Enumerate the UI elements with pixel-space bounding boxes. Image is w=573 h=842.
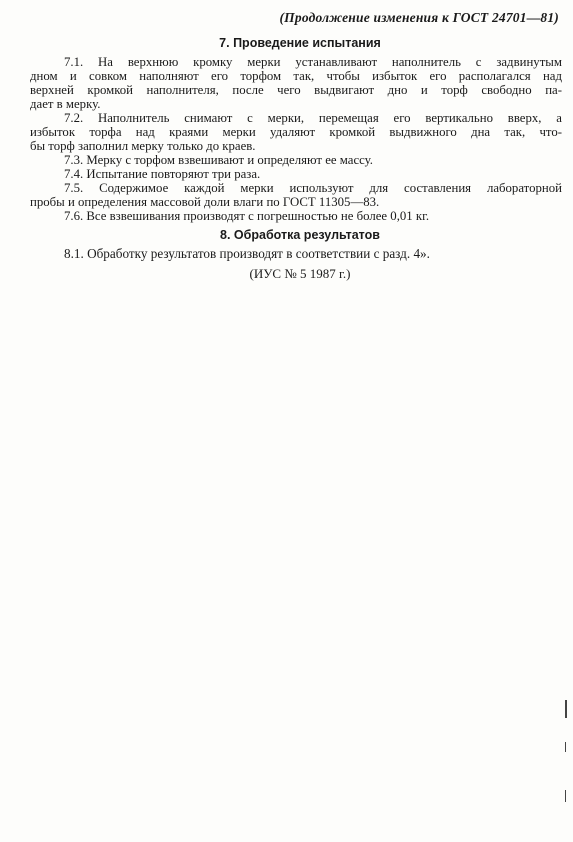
text-line: пробы и определения массовой доли влаги по ГОСТ 11305—83. — [30, 195, 380, 209]
source-reference: (ИУС № 5 1987 г.) — [249, 266, 351, 281]
page-edge-mark — [565, 742, 566, 752]
text-line: 7.4. Испытание повторяют три раза. — [64, 167, 261, 181]
text-line: верхней кромкой наполнителя, после чего выдвигают дно и торф свободно па- — [30, 83, 562, 97]
continuation-header: (Продолжение изменения к ГОСТ 24701—81) — [279, 10, 559, 25]
text-line: дает в мерку. — [30, 97, 101, 111]
page-edge-mark — [565, 790, 566, 802]
text-line: 7.2. Наполнитель снимают с мерки, перемещая его вертикально вверх, а — [64, 111, 562, 125]
text-line: бы торф заполнил мерку только до краев. — [30, 139, 256, 153]
text-line: 7.3. Мерку с торфом взвешивают и определяют ее массу. — [64, 153, 373, 167]
text-line: 8.1. Обработку результатов производят в соответствии с разд. 4». — [64, 246, 430, 261]
section-7-title: 7. Проведение испытания — [219, 36, 381, 50]
text-line: дном и совком наполняют его торфом так, чтобы избыток его располагался над — [30, 69, 562, 83]
text-line: 7.6. Все взвешивания производят с погрешностью не более 0,01 кг. — [64, 209, 430, 223]
text-line: избыток торфа над краями мерки удаляют кромкой выдвижного дна так, что- — [30, 125, 562, 139]
text-line: 7.5. Содержимое каждой мерки используют для составления лабораторной — [64, 181, 562, 195]
text-line: 7.1. На верхнюю кромку мерки устанавливают наполнитель с задвинутым — [64, 55, 562, 69]
page-edge-mark — [565, 700, 567, 718]
section-8-title: 8. Обработка результатов — [220, 228, 380, 242]
